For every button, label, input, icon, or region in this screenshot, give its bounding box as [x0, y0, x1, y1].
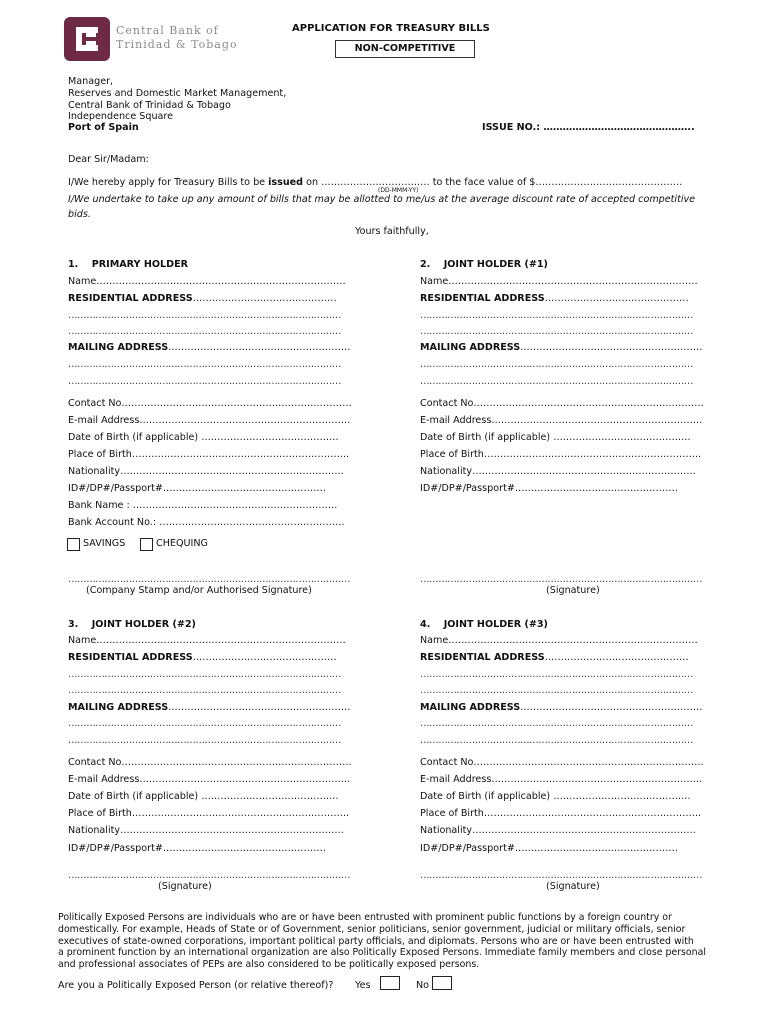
- h1-res-line-2[interactable]: ………………………………………………………………………………: [68, 326, 341, 337]
- undertake-text: I/We undertake to take up any amount of bills that may be allotted to me/us at the average discount rate of accepted competitive: [68, 194, 696, 205]
- h4-id-field[interactable]: ID#/DP#/Passport#……………………………………………: [420, 843, 678, 854]
- h4-mail-line-2[interactable]: ………………………………………………………………………………: [420, 735, 693, 746]
- h1-nationality-field[interactable]: Nationality…………………………………………………………….: [68, 466, 344, 477]
- issue-number-field[interactable]: ISSUE NO.: ………………………………………..: [482, 122, 695, 133]
- h1-contact-field[interactable]: Contact No………………………………………………………………: [68, 398, 352, 409]
- h3-mail-line-1[interactable]: ………………………………………………………………………………: [68, 718, 341, 729]
- pep-no-label: No: [416, 980, 430, 991]
- closing: Yours faithfully,: [355, 226, 429, 237]
- h3-nationality-field[interactable]: Nationality…………………………………………………………….: [68, 825, 344, 836]
- pep-no-checkbox[interactable]: [432, 976, 452, 990]
- savings-checkbox[interactable]: [67, 538, 80, 551]
- h3-residential-address[interactable]: RESIDENTIAL ADDRESS………………………………………: [68, 652, 337, 663]
- pep-question: Are you a Politically Exposed Person (or relative thereof)?: [58, 980, 334, 991]
- h4-nationality-field[interactable]: Nationality…………………………………………………………….: [420, 825, 696, 836]
- address-line-4: Independence Square: [68, 111, 174, 122]
- company-stamp-label: (Company Stamp and/or Authorised Signature): [86, 585, 312, 596]
- holder-1-heading: 1. PRIMARY HOLDER: [68, 259, 189, 270]
- h1-mail-line-2[interactable]: ………………………………………………………………………………: [68, 376, 341, 387]
- h3-pob-field[interactable]: Place of Birth…………………………………………………………..: [68, 808, 350, 819]
- h2-dob-field[interactable]: Date of Birth (if applicable) …………………………………….: [420, 432, 691, 443]
- h4-contact-field[interactable]: Contact No………………………………………………………………: [420, 757, 704, 768]
- h2-pob-field[interactable]: Place of Birth…………………………………………………………..: [420, 449, 702, 460]
- h3-name-field[interactable]: Name……………………………………………………………………: [68, 635, 346, 646]
- cbtt-logo-icon: [64, 17, 110, 61]
- savings-label: SAVINGS: [83, 538, 126, 549]
- h2-name-field[interactable]: Name……………………………………………………………………: [420, 276, 698, 287]
- h2-id-field[interactable]: ID#/DP#/Passport#……………………………………………: [420, 483, 678, 494]
- holder-2-heading: 2. JOINT HOLDER (#1): [420, 259, 548, 270]
- h2-signature-line[interactable]: …………………………………………………………………………………: [420, 574, 702, 585]
- h3-contact-field[interactable]: Contact No………………………………………………………………: [68, 757, 352, 768]
- form-subtitle: NON-COMPETITIVE: [335, 40, 475, 58]
- h3-res-line-2[interactable]: ………………………………………………………………………………: [68, 685, 341, 696]
- h3-mail-line-2[interactable]: ………………………………………………………………………………: [68, 735, 341, 746]
- pep-text-line-5: and professional associates of PEPs are also considered to be politically exposed persons.: [58, 959, 480, 970]
- pep-text-line-2: domestically. For example, Heads of State or of Government, senior politicians, senior government, judicial or military officials, senior: [58, 924, 686, 935]
- bank-account-field[interactable]: Bank Account No.: ………………………………………………….: [68, 517, 345, 528]
- address-line-5: Port of Spain: [68, 122, 139, 133]
- h1-id-field[interactable]: ID#/DP#/Passport#……………………………………………: [68, 483, 326, 494]
- address-line-2: Reserves and Domestic Market Management,: [68, 88, 287, 99]
- h2-res-line-2[interactable]: ………………………………………………………………………………: [420, 326, 693, 337]
- holder-4-heading: 4. JOINT HOLDER (#3): [420, 619, 548, 630]
- h2-signature-label: (Signature): [546, 585, 600, 596]
- h2-residential-address[interactable]: RESIDENTIAL ADDRESS………………………………………: [420, 293, 689, 304]
- h2-mail-line-2[interactable]: ………………………………………………………………………………: [420, 376, 693, 387]
- h3-signature-label: (Signature): [158, 881, 212, 892]
- h3-res-line-1[interactable]: ………………………………………………………………………………: [68, 669, 341, 680]
- h2-mail-line-1[interactable]: ………………………………………………………………………………: [420, 359, 693, 370]
- h1-mailing-address[interactable]: MAILING ADDRESS…………………………………………………: [68, 342, 351, 353]
- h1-dob-field[interactable]: Date of Birth (if applicable) …………………………………….: [68, 432, 339, 443]
- h4-pob-field[interactable]: Place of Birth…………………………………………………………..: [420, 808, 702, 819]
- h3-signature-line[interactable]: …………………………………………………………………………………: [68, 870, 350, 881]
- h4-signature-line[interactable]: …………………………………………………………………………………: [420, 870, 702, 881]
- pep-text-line-3: executives of state-owned corporations, important political party officials, and diplomats. Persons who are or have been entrusted with: [58, 936, 694, 947]
- h3-dob-field[interactable]: Date of Birth (if applicable) …………………………………….: [68, 791, 339, 802]
- logo-text-line1: Central Bank of: [116, 24, 219, 37]
- h4-res-line-1[interactable]: ………………………………………………………………………………: [420, 669, 693, 680]
- h1-signature-line[interactable]: …………………………………………………………………………………: [68, 574, 350, 585]
- h1-res-line-1[interactable]: ………………………………………………………………………………: [68, 310, 341, 321]
- logo-text-line2: Trinidad & Tobago: [116, 38, 238, 51]
- h1-residential-address[interactable]: RESIDENTIAL ADDRESS………………………………………: [68, 293, 337, 304]
- h3-email-field[interactable]: E-mail Address…………………………………………………………: [68, 774, 351, 785]
- pep-text-line-1: Politically Exposed Persons are individuals who are or have been entrusted with prominent public functions by a foreign country or: [58, 912, 672, 923]
- salutation: Dear Sir/Madam:: [68, 154, 149, 165]
- pep-yes-checkbox[interactable]: [380, 976, 400, 990]
- h4-signature-label: (Signature): [546, 881, 600, 892]
- address-line-1: Manager,: [68, 76, 114, 87]
- holder-3-heading: 3. JOINT HOLDER (#2): [68, 619, 196, 630]
- form-title: APPLICATION FOR TREASURY BILLS: [292, 23, 490, 34]
- h2-nationality-field[interactable]: Nationality…………………………………………………………….: [420, 466, 696, 477]
- h2-contact-field[interactable]: Contact No………………………………………………………………: [420, 398, 704, 409]
- bank-name-field[interactable]: Bank Name : ……………………………………………………….: [68, 500, 338, 511]
- h2-email-field[interactable]: E-mail Address…………………………………………………………: [420, 415, 703, 426]
- h1-pob-field[interactable]: Place of Birth…………………………………………………………..: [68, 449, 350, 460]
- date-format-hint: (DD-MMM-YY): [378, 187, 419, 194]
- h1-name-field[interactable]: Name……………………………………………………………………: [68, 276, 346, 287]
- undertake-text-2: bids.: [68, 209, 91, 220]
- address-line-3: Central Bank of Trinidad & Tobago: [68, 100, 231, 111]
- h4-mail-line-1[interactable]: ………………………………………………………………………………: [420, 718, 693, 729]
- h4-res-line-2[interactable]: ………………………………………………………………………………: [420, 685, 693, 696]
- h2-res-line-1[interactable]: ………………………………………………………………………………: [420, 310, 693, 321]
- h3-mailing-address[interactable]: MAILING ADDRESS…………………………………………………: [68, 702, 351, 713]
- h4-dob-field[interactable]: Date of Birth (if applicable) …………………………………….: [420, 791, 691, 802]
- h4-email-field[interactable]: E-mail Address…………………………………………………………: [420, 774, 703, 785]
- h4-residential-address[interactable]: RESIDENTIAL ADDRESS………………………………………: [420, 652, 689, 663]
- pep-text-line-4: a prominent function by an international organization are also Politically Exposed Persons. Immediate family members and close personal: [58, 947, 706, 958]
- apply-line[interactable]: I/We hereby apply for Treasury Bills to be issued on ……………………………. to the face value of $……………………………………….: [68, 177, 683, 188]
- h2-mailing-address[interactable]: MAILING ADDRESS…………………………………………………: [420, 342, 703, 353]
- h1-email-field[interactable]: E-mail Address…………………………………………………………: [68, 415, 351, 426]
- h4-mailing-address[interactable]: MAILING ADDRESS…………………………………………………: [420, 702, 703, 713]
- h1-mail-line-1[interactable]: ………………………………………………………………………………: [68, 359, 341, 370]
- chequing-label: CHEQUING: [156, 538, 208, 549]
- h4-name-field[interactable]: Name……………………………………………………………………: [420, 635, 698, 646]
- pep-yes-label: Yes: [355, 980, 371, 991]
- chequing-checkbox[interactable]: [140, 538, 153, 551]
- h3-id-field[interactable]: ID#/DP#/Passport#……………………………………………: [68, 843, 326, 854]
